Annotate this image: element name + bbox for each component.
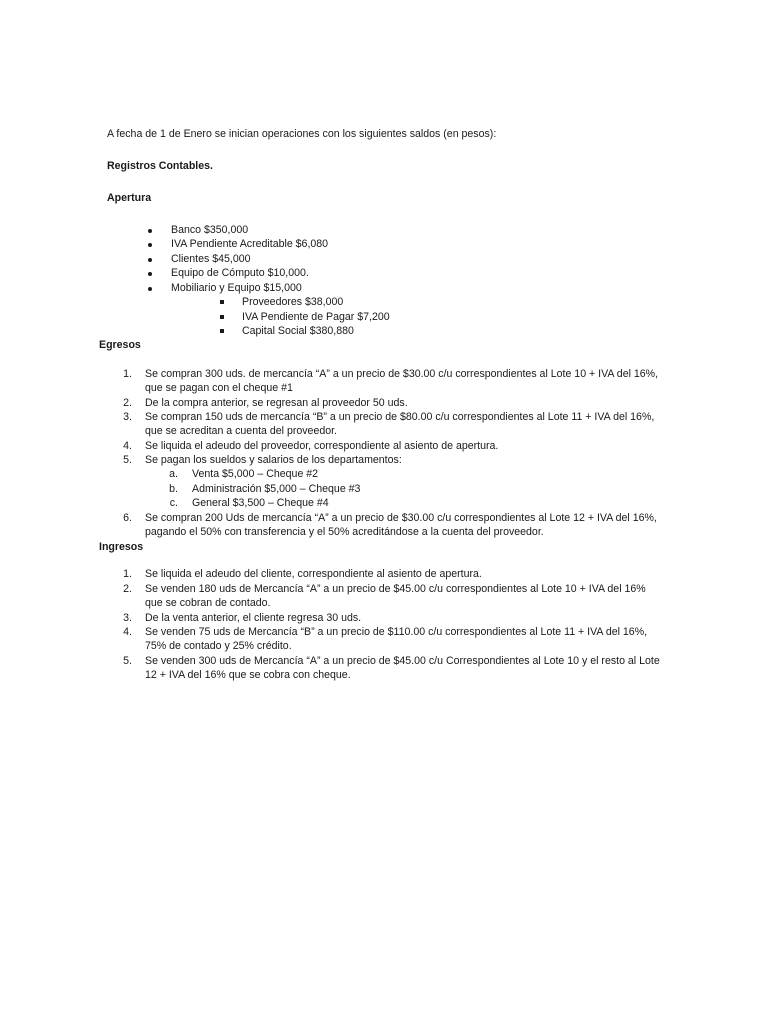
item-number: 3.: [123, 612, 132, 624]
bullet-icon: [148, 272, 152, 276]
sub-item-text: Administración $5,000 – Cheque #3: [192, 483, 361, 495]
item-text: Se venden 300 uds de Mercancía “A” a un precio de $45.00 c/u Correspondientes al Lote 10 y el resto al Lote 12 + IVA del 16% que se cobra con cheque.: [145, 655, 660, 682]
intro-text: A fecha de 1 de Enero se inician operaciones con los siguientes saldos (en pesos):: [107, 128, 497, 140]
item-number: 2.: [123, 583, 132, 595]
square-bullet-icon: [220, 300, 224, 304]
item-text: Se compran 300 uds. de mercancía “A” a un precio de $30.00 c/u correspondientes al Lote 10 + IVA del 16%, que se pagan con el cheque #1: [145, 368, 659, 395]
apertura-sub-item-label: Proveedores $38,000: [242, 296, 344, 308]
bullet-icon: [148, 287, 152, 291]
apertura-item-label: Banco $350,000: [171, 224, 249, 236]
item-text: De la compra anterior, se regresan al proveedor 50 uds.: [145, 397, 408, 409]
item-text: Se venden 180 uds de Mercancía “A” a un precio de $45.00 c/u correspondientes al Lote 10 + IVA del 16% que se cobran de contado.: [145, 583, 646, 610]
sub-item-letter: c.: [169, 497, 178, 509]
item-number: 1.: [123, 368, 132, 380]
item-number: 1.: [123, 568, 132, 580]
item-number: 5.: [123, 454, 132, 466]
apertura-sub-item-label: Capital Social $380,880: [242, 325, 354, 337]
apertura-sub-item-label: IVA Pendiente de Pagar $7,200: [242, 311, 390, 323]
square-bullet-icon: [220, 329, 224, 333]
registros-title: Registros Contables.: [107, 160, 213, 172]
item-number: 4.: [123, 440, 132, 452]
square-bullet-icon: [220, 315, 224, 319]
apertura-item-label: Clientes $45,000: [171, 253, 251, 265]
bullet-icon: [148, 243, 152, 247]
item-text: Se liquida el adeudo del cliente, correspondiente al asiento de apertura.: [145, 568, 482, 580]
item-text: Se compran 150 uds de mercancía “B” a un precio de $80.00 c/u correspondientes al Lote 11 + IVA del 16%, que se acreditan a cuenta del proveedor.: [145, 411, 655, 438]
apertura-title: Apertura: [107, 192, 152, 204]
sub-item-letter: a.: [169, 468, 178, 480]
item-number: 4.: [123, 626, 132, 638]
item-number: 6.: [123, 512, 132, 524]
item-text: Se compran 200 Uds de mercancía “A” a un precio de $30.00 c/u correspondientes al Lote 12 + IVA del 16%, pagando el 50% con transferencia y el 50% acreditándose a la cuenta del proveedor.: [145, 512, 657, 539]
item-text: Se venden 75 uds de Mercancía “B” a un precio de $110.00 c/u correspondientes al Lote 11 + IVA del 16%, 75% de contado y 25% crédito.: [145, 626, 648, 653]
item-number: 3.: [123, 411, 132, 423]
apertura-item-label: IVA Pendiente Acreditable $6,080: [171, 238, 329, 250]
item-text: Se pagan los sueldos y salarios de los departamentos:: [145, 454, 402, 466]
sub-item-letter: b.: [169, 483, 178, 495]
sub-item-text: Venta $5,000 – Cheque #2: [192, 468, 319, 480]
item-text: De la venta anterior, el cliente regresa 30 uds.: [145, 612, 362, 624]
sub-item-text: General $3,500 – Cheque #4: [192, 497, 329, 509]
item-text: Se liquida el adeudo del proveedor, correspondiente al asiento de apertura.: [145, 440, 499, 452]
bullet-icon: [148, 229, 152, 233]
apertura-item-label: Equipo de Cómputo $10,000.: [171, 267, 309, 279]
item-number: 2.: [123, 397, 132, 409]
item-number: 5.: [123, 655, 132, 667]
egresos-title: Egresos: [99, 339, 141, 351]
bullet-icon: [148, 258, 152, 262]
apertura-item-label: Mobiliario y Equipo $15,000: [171, 282, 302, 294]
ingresos-title: Ingresos: [99, 541, 144, 553]
